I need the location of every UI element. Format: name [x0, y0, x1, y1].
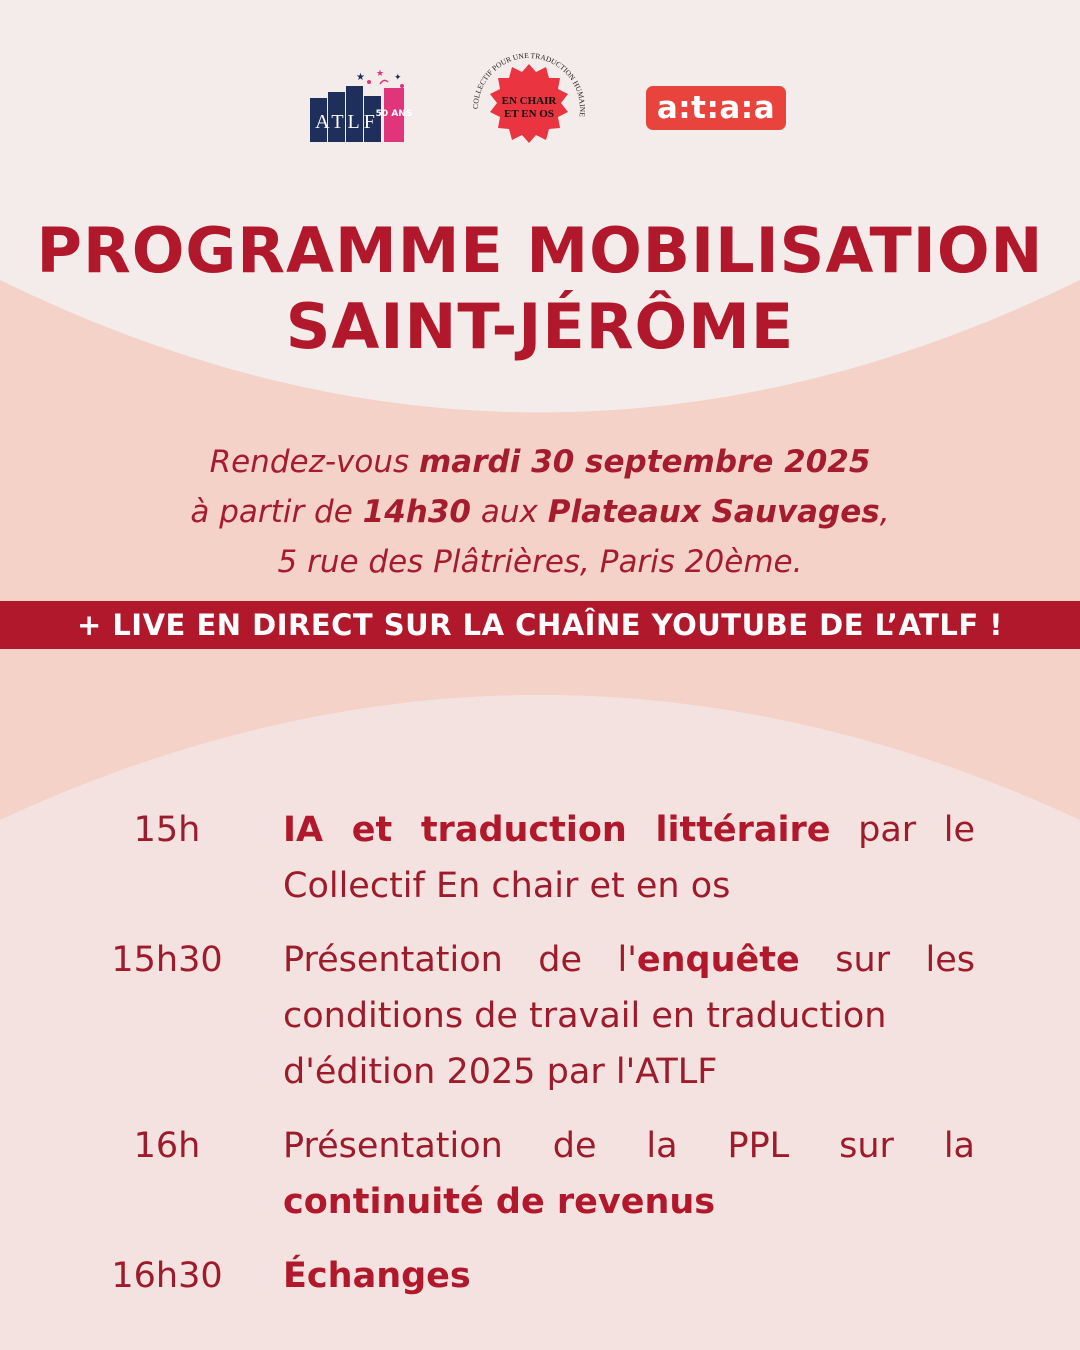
schedule-line: Collectif En chair et en os — [283, 866, 731, 906]
schedule-line: Présentation de la PPL sur la — [283, 1126, 975, 1166]
schedule-text: par le — [830, 810, 975, 850]
schedule-text: Présentation de l' — [283, 940, 637, 980]
schedule-time: 16h30 — [111, 1256, 223, 1296]
schedule-line — [283, 802, 975, 858]
svg-text:★: ★ — [356, 72, 365, 83]
schedule-description — [283, 1118, 975, 1230]
schedule-topic: IA et traduction littéraire — [283, 810, 831, 850]
ataa-logo — [646, 86, 786, 130]
schedule-description — [283, 932, 975, 1100]
schedule-line — [283, 932, 975, 988]
rendezvous-at: aux — [471, 494, 548, 530]
live-banner — [0, 601, 1080, 649]
confetti-icon — [356, 68, 404, 88]
page-title-line-1: PROGRAMME MOBILISATION — [36, 214, 1044, 287]
schedule-line — [283, 1248, 975, 1304]
schedule-description — [283, 802, 975, 914]
schedule-line: conditions de travail en traduction — [283, 996, 887, 1036]
rendezvous-comma: , — [879, 494, 890, 530]
svg-text:★: ★ — [376, 68, 385, 78]
rendezvous-prefix: Rendez-vous — [209, 444, 419, 480]
schedule-description — [283, 1248, 975, 1304]
schedule-time: 15h30 — [111, 940, 223, 980]
schedule-time: 15h — [133, 810, 201, 850]
event-address: 5 rue des Plâtrières, Paris 20ème. — [277, 544, 803, 580]
schedule-topic: Échanges — [283, 1256, 471, 1296]
schedule-time: 16h — [133, 1126, 201, 1166]
schedule-topic: continuité de revenus — [283, 1182, 716, 1222]
svg-text:✦: ✦ — [394, 72, 402, 82]
atlf-logo — [306, 66, 414, 146]
schedule-topic: enquête — [636, 940, 800, 980]
event-time: 14h30 — [362, 494, 472, 530]
rendezvous-from: à partir de — [190, 494, 363, 530]
collectif-logo — [470, 50, 588, 168]
event-venue: Plateaux Sauvages — [547, 494, 880, 530]
live-banner-text: + LIVE EN DIRECT SUR LA CHAÎNE YOUTUBE DE L’ATLF ! — [76, 608, 1004, 642]
collectif-line-1: EN CHAIR — [501, 95, 557, 107]
atlf-badge: 50 ANS — [375, 109, 413, 119]
rendezvous-line-1 — [0, 444, 1080, 480]
page-title-line-2: SAINT-JÉRÔME — [285, 290, 795, 363]
schedule-line — [283, 1174, 975, 1230]
event-date: mardi 30 septembre 2025 — [419, 444, 871, 480]
atlf-letters: ATLF — [315, 111, 379, 133]
schedule-line: d'édition 2025 par l'ATLF — [283, 1052, 718, 1092]
ataa-logo-text: a:t:a:a — [656, 90, 776, 126]
schedule-text: sur les — [799, 940, 975, 980]
collectif-ring-text: COLLECTIF POUR UNE TRADUCTION HUMAINE — [470, 50, 588, 118]
collectif-line-2: ET EN OS — [504, 108, 554, 120]
rendezvous-line-2 — [0, 494, 1080, 530]
